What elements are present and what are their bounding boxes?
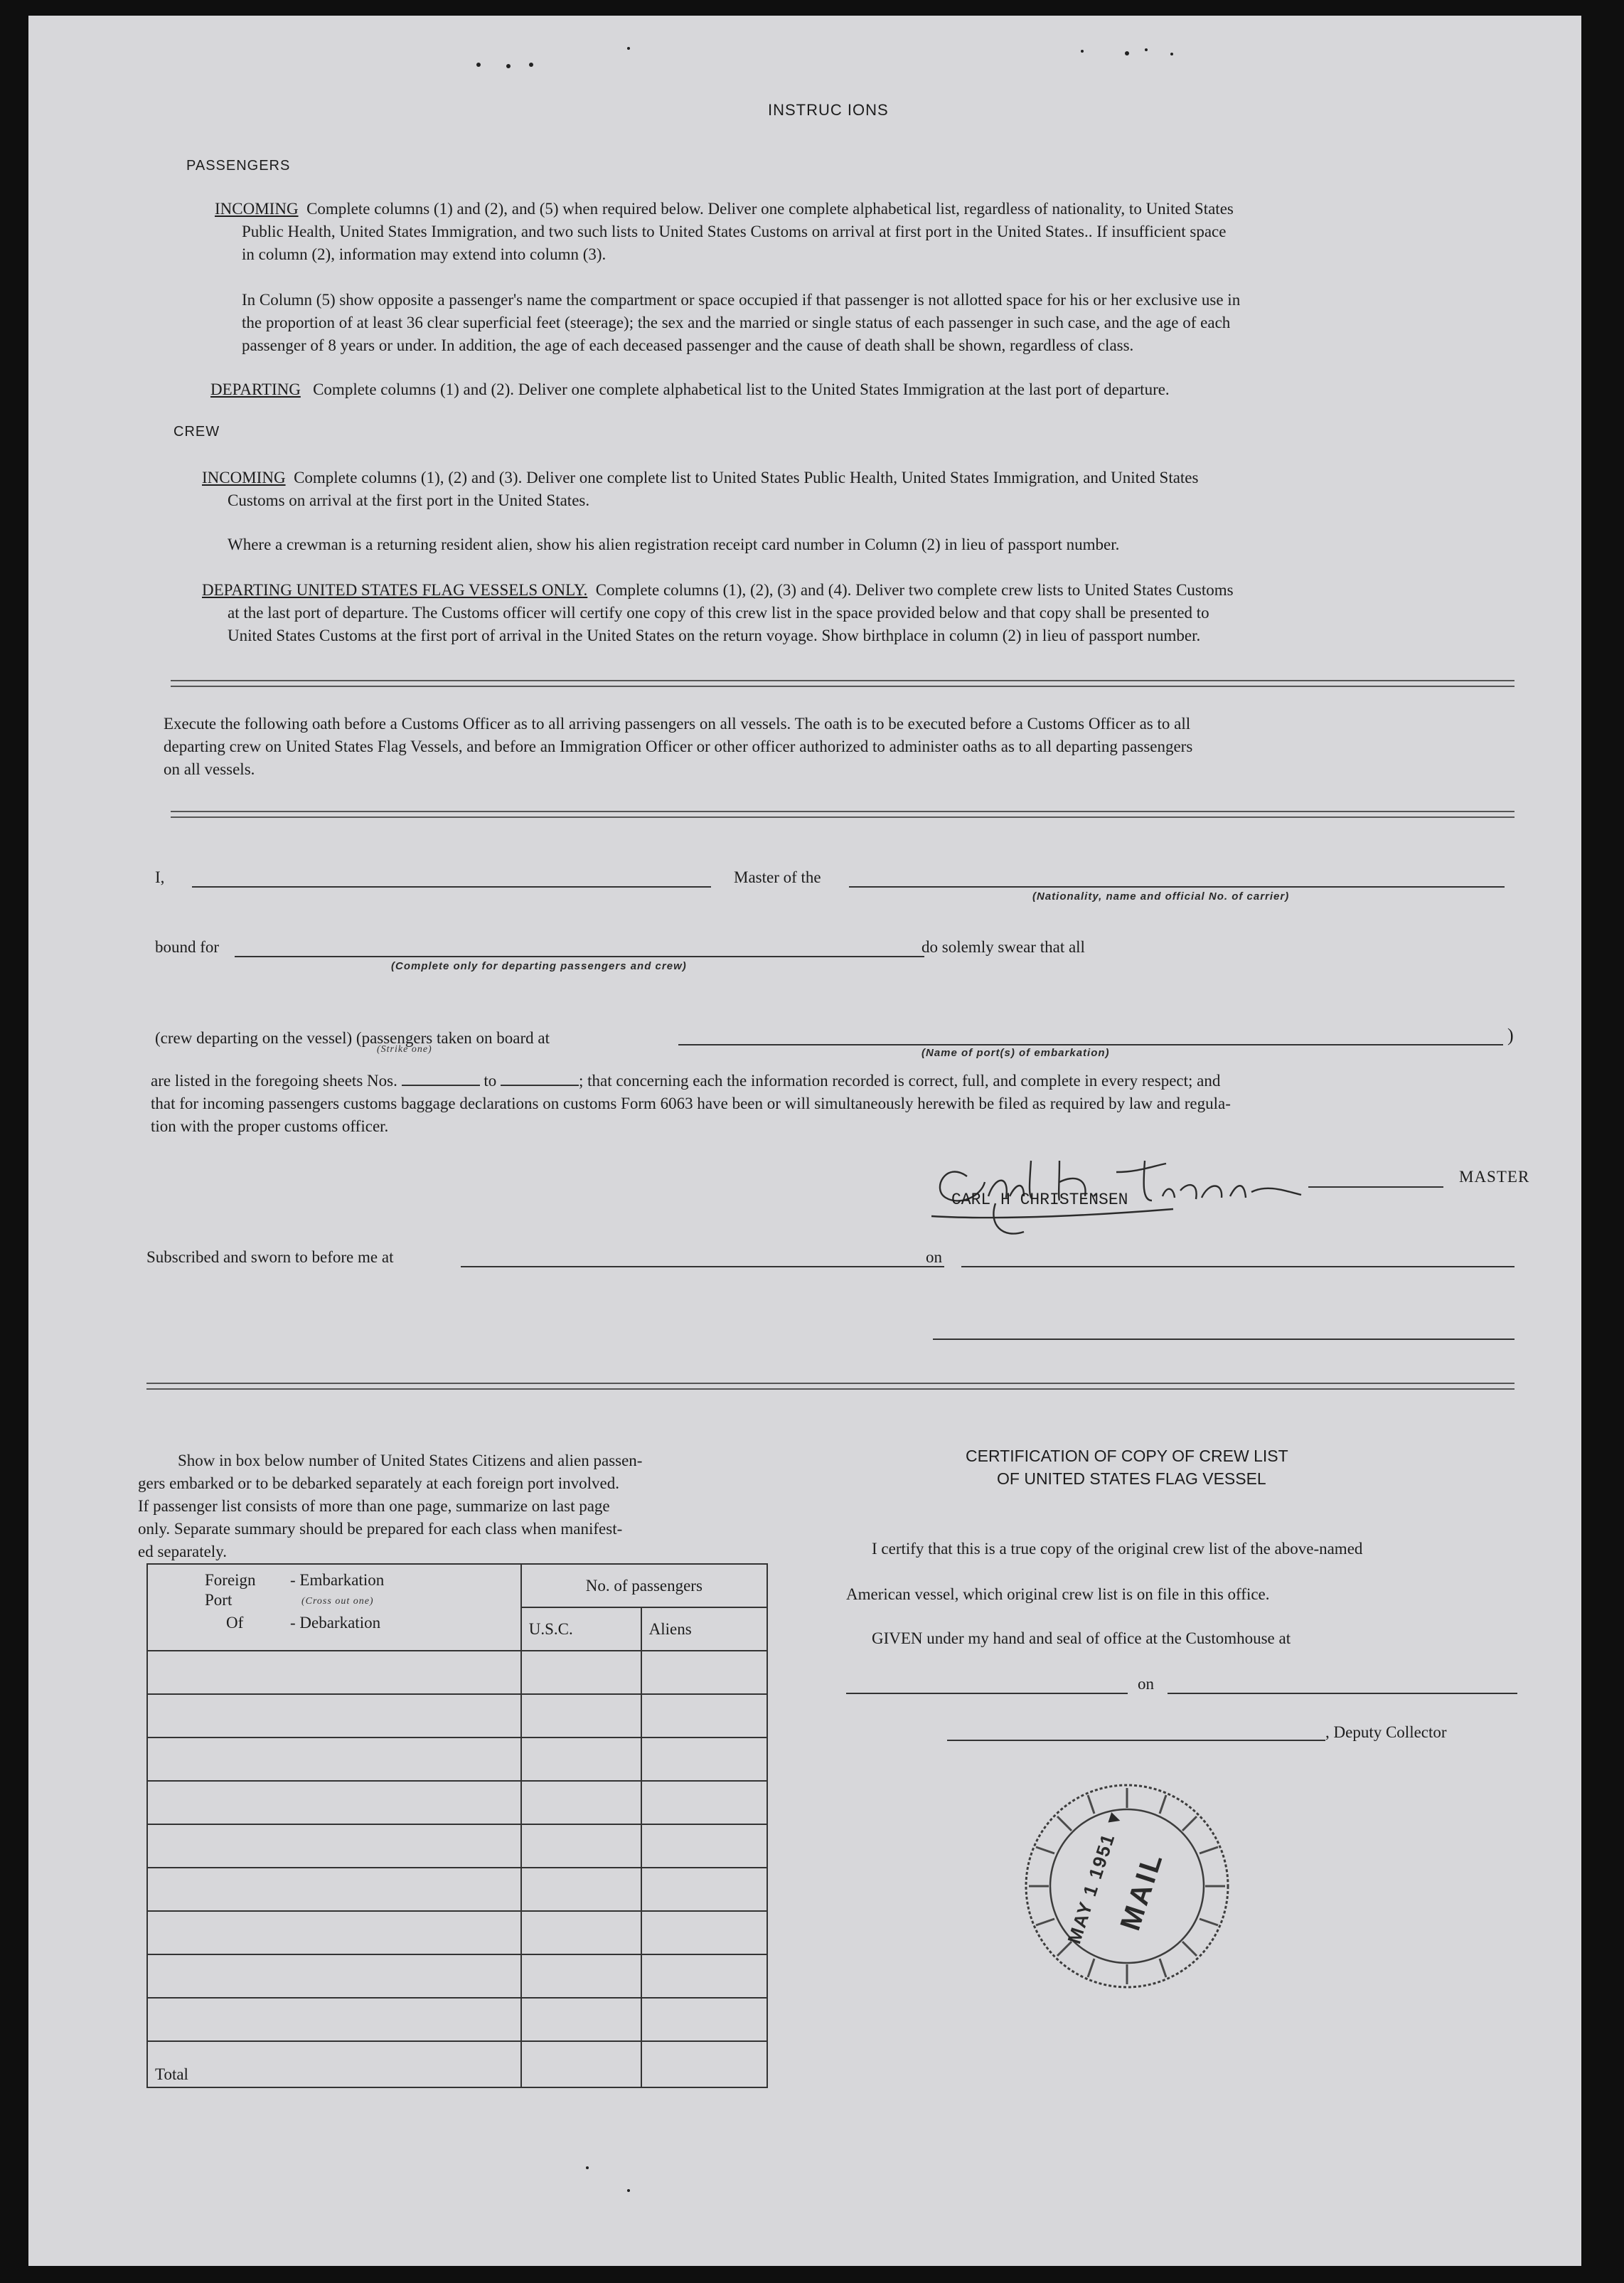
summary-line4: only. Separate summary should be prepared for each class when manifest- <box>138 1520 623 1538</box>
certification-title-line1: CERTIFICATION OF COPY OF CREW LIST <box>966 1447 1288 1465</box>
passengers-col5-line1: In Column (5) show opposite a passenger's name the compartment or space occupied if that passenger is not allotted space for his or her exclusive use in <box>242 291 1241 309</box>
aliens-cell[interactable] <box>641 1781 767 1824</box>
master-of-the-label: Master of the <box>734 868 821 886</box>
listed-to-label: to <box>484 1072 497 1090</box>
debarkation-label: - Debarkation <box>290 1614 381 1632</box>
usc-cell[interactable] <box>521 1781 641 1824</box>
summary-line2: gers embarked or to be debarked separately at each foreign port involved. <box>138 1474 619 1492</box>
passengers-incoming-line3: in column (2), information may extend into column (3). <box>242 245 607 263</box>
port-cell[interactable] <box>147 1824 521 1868</box>
scan-speck <box>1145 48 1148 51</box>
crew-heading: CREW <box>173 424 220 440</box>
carrier-field[interactable] <box>849 886 1505 888</box>
scan-speck <box>1170 53 1173 55</box>
port-header-cell <box>147 1564 521 1651</box>
passengers-incoming-text: Complete columns (1) and (2), and (5) when required below. Deliver one complete alphabetical list, regardless of nationality, to United States <box>306 200 1234 218</box>
scan-speck <box>529 63 533 67</box>
port-cell[interactable] <box>147 1651 521 1694</box>
total-label: Total <box>147 2041 521 2087</box>
master-name-field[interactable] <box>192 886 711 888</box>
close-paren: ) <box>1507 1025 1514 1045</box>
page-title: INSTRUC IONS <box>768 101 889 119</box>
summary-line3: If passenger list consists of more than one page, summarize on last page <box>138 1497 610 1515</box>
port-cell[interactable] <box>147 1694 521 1737</box>
oath-instructions-line1: Execute the following oath before a Customs Officer as to all arriving passengers on all vessels. The oath is to be executed before a Customs Officer as to all <box>164 715 1191 733</box>
handwritten-signature <box>917 1132 1315 1239</box>
aliens-cell[interactable] <box>641 1954 767 1998</box>
aliens-header: Aliens <box>641 1607 767 1651</box>
scan-speck <box>586 2166 589 2169</box>
passengers-departing-text: Complete columns (1) and (2). Deliver one complete alphabetical list to the United States Immigration at the last port of departure. <box>313 380 1170 398</box>
port-cell[interactable] <box>147 1954 521 1998</box>
crew-incoming-text: Complete columns (1), (2) and (3). Deliver one complete list to United States Public Health, United States Immigration, and United States <box>294 469 1199 486</box>
cross-out-hint: (Cross out one) <box>301 1596 374 1607</box>
listed-line3: tion with the proper customs officer. <box>151 1117 389 1135</box>
signature-line <box>1308 1186 1443 1188</box>
deputy-collector-label: , Deputy Collector <box>1325 1723 1447 1741</box>
port-cell[interactable] <box>147 1998 521 2041</box>
usc-cell[interactable] <box>521 1824 641 1868</box>
scan-speck <box>1125 51 1129 55</box>
passenger-summary-table <box>146 1563 768 2088</box>
passengers-col5-line2: the proportion of at least 36 clear superficial feet (steerage); the sex and the married or single status of each passenger in such case, and the age of each <box>242 314 1231 331</box>
oath-instructions-line3: on all vessels. <box>164 760 255 778</box>
certification-date-field[interactable] <box>1168 1693 1517 1694</box>
passengers-departing-line <box>210 378 1170 401</box>
bound-for-hint: (Complete only for departing passengers and crew) <box>391 960 687 972</box>
usc-cell[interactable] <box>521 1868 641 1911</box>
listed-line2: that for incoming passengers customs baggage declarations on customs Form 6063 have been or will simultaneously herewith be filed as required by law and regula- <box>151 1095 1231 1112</box>
officer-signature-field[interactable] <box>933 1339 1515 1340</box>
usc-cell[interactable] <box>521 1694 641 1737</box>
aliens-cell[interactable] <box>641 1694 767 1737</box>
scan-speck <box>627 2189 630 2192</box>
document-page <box>28 16 1581 2266</box>
crew-departing-text: Complete columns (1), (2), (3) and (4). Deliver two complete crew lists to United States Customs <box>595 581 1234 599</box>
strike-one-hint: (Strike one) <box>377 1044 432 1055</box>
embarkation-label: - Embarkation <box>290 1571 385 1589</box>
passengers-col5-line3: passenger of 8 years or under. In addition, the age of each deceased passenger and the cause of death shall be shown, regardless of class. <box>242 336 1134 354</box>
total-row <box>147 2041 767 2087</box>
passengers-incoming-line1 <box>215 198 1234 220</box>
listed-sheets-label: are listed in the foregoing sheets Nos. <box>151 1072 397 1090</box>
table-row <box>147 1651 767 1694</box>
table-row <box>147 1911 767 1954</box>
table-row <box>147 1694 767 1737</box>
crew-departing-label: DEPARTING UNITED STATES FLAG VESSELS ONLY. <box>202 581 588 599</box>
postmark-word: MAIL <box>1114 1847 1170 1935</box>
usc-cell[interactable] <box>521 1954 641 1998</box>
master-typed-name: CARL H CHRISTENSEN <box>951 1191 1128 1209</box>
usc-cell[interactable] <box>521 1737 641 1781</box>
sworn-place-field[interactable] <box>461 1266 944 1267</box>
usc-cell[interactable] <box>521 1998 641 2041</box>
listed-line1 <box>151 1070 1220 1092</box>
passengers-incoming-line2: Public Health, United States Immigration, and two such lists to United States Customs on arrival at first port in the United States.. If insufficient space <box>242 223 1227 240</box>
aliens-cell[interactable] <box>641 1998 767 2041</box>
customhouse-field[interactable] <box>846 1693 1128 1694</box>
port-cell[interactable] <box>147 1868 521 1911</box>
passengers-departing-label: DEPARTING <box>210 380 301 398</box>
aliens-cell[interactable] <box>641 1737 767 1781</box>
scan-speck <box>1081 50 1084 53</box>
bound-for-field[interactable] <box>235 956 924 957</box>
sworn-on-label: on <box>926 1248 942 1266</box>
no-passengers-header: No. of passengers <box>521 1564 767 1607</box>
port-cell[interactable] <box>147 1737 521 1781</box>
ports-hint: (Name of port(s) of embarkation) <box>921 1047 1110 1059</box>
port-cell[interactable] <box>147 1911 521 1954</box>
certification-line3: GIVEN under my hand and seal of office at the Customhouse at <box>872 1629 1291 1647</box>
crew-departing-oath-text: (crew departing on the vessel) (passengers taken on board at <box>155 1029 550 1047</box>
scan-speck <box>476 63 481 67</box>
section-divider <box>146 1383 1515 1390</box>
table-row <box>147 1737 767 1781</box>
aliens-cell[interactable] <box>641 1868 767 1911</box>
crew-resident-line: Where a crewman is a returning resident alien, show his alien registration receipt card number in Column (2) in lieu of passport number. <box>228 536 1120 553</box>
aliens-cell[interactable] <box>641 1824 767 1868</box>
listed-statement: ; that concerning each the information recorded is correct, full, and complete in every respect; and <box>578 1072 1221 1090</box>
swear-text: do solemly swear that all <box>921 938 1085 956</box>
usc-header: U.S.C. <box>521 1607 641 1651</box>
aliens-total-cell[interactable] <box>641 2041 767 2087</box>
certification-on-label: on <box>1138 1675 1154 1693</box>
summary-line5: ed separately. <box>138 1543 227 1560</box>
table-row <box>147 1781 767 1824</box>
passengers-incoming-label: INCOMING <box>215 200 299 218</box>
port-label: Port <box>205 1591 233 1609</box>
oath-i-label: I, <box>155 868 165 886</box>
port-cell[interactable] <box>147 1781 521 1824</box>
crew-departing-line3: United States Customs at the first port of arrival in the United States on the return voyage. Show birthplace in column (2) in lieu of passport number. <box>228 627 1201 644</box>
passengers-heading: PASSENGERS <box>186 158 291 174</box>
aliens-cell[interactable] <box>641 1911 767 1954</box>
master-label: MASTER <box>1459 1168 1530 1186</box>
postmark-stamp <box>1020 1779 1234 1993</box>
scan-speck <box>506 64 511 68</box>
scan-speck <box>627 47 630 50</box>
sheet-from-field[interactable] <box>402 1070 480 1086</box>
deputy-collector-signature-field[interactable] <box>947 1740 1325 1741</box>
certification-line2: American vessel, which original crew list is on file in this office. <box>846 1585 1270 1603</box>
table-row <box>147 1954 767 1998</box>
foreign-label: Foreign <box>205 1571 256 1589</box>
aliens-cell[interactable] <box>641 1651 767 1694</box>
section-divider <box>171 680 1515 687</box>
certification-title-line2: OF UNITED STATES FLAG VESSEL <box>997 1469 1266 1488</box>
usc-total-cell[interactable] <box>521 2041 641 2087</box>
usc-cell[interactable] <box>521 1651 641 1694</box>
nationality-hint: (Nationality, name and official No. of carrier) <box>1032 890 1290 903</box>
of-label: Of <box>226 1614 244 1632</box>
oath-instructions-line2: departing crew on United States Flag Vessels, and before an Immigration Officer or other officer authorized to administer oaths as to all departing passengers <box>164 738 1193 755</box>
bound-for-label: bound for <box>155 938 220 956</box>
crew-departing-line2: at the last port of departure. The Customs officer will certify one copy of this crew list in the space provided below and that copy shall be presented to <box>228 604 1209 622</box>
crew-departing-line1 <box>202 579 1234 602</box>
section-divider <box>171 811 1515 818</box>
crew-incoming-label: INCOMING <box>202 469 286 486</box>
certification-line1: I certify that this is a true copy of the original crew list of the above-named <box>872 1540 1363 1558</box>
postmark-date-text: MAY 1 1951 <box>1063 1830 1119 1947</box>
ports-of-embarkation-field[interactable] <box>678 1044 1503 1045</box>
subscribed-label: Subscribed and sworn to before me at <box>146 1248 394 1266</box>
sworn-date-field[interactable] <box>961 1266 1515 1267</box>
table-row <box>147 1998 767 2041</box>
crew-incoming-line1 <box>202 467 1198 489</box>
sheet-to-field[interactable] <box>501 1070 579 1086</box>
usc-cell[interactable] <box>521 1911 641 1954</box>
table-row <box>147 1824 767 1868</box>
crew-incoming-line2: Customs on arrival at the first port in the United States. <box>228 491 590 509</box>
summary-line1: Show in box below number of United States Citizens and alien passen- <box>178 1452 643 1469</box>
postmark-arrow-icon: ▼ <box>1101 1805 1128 1831</box>
table-row <box>147 1868 767 1911</box>
